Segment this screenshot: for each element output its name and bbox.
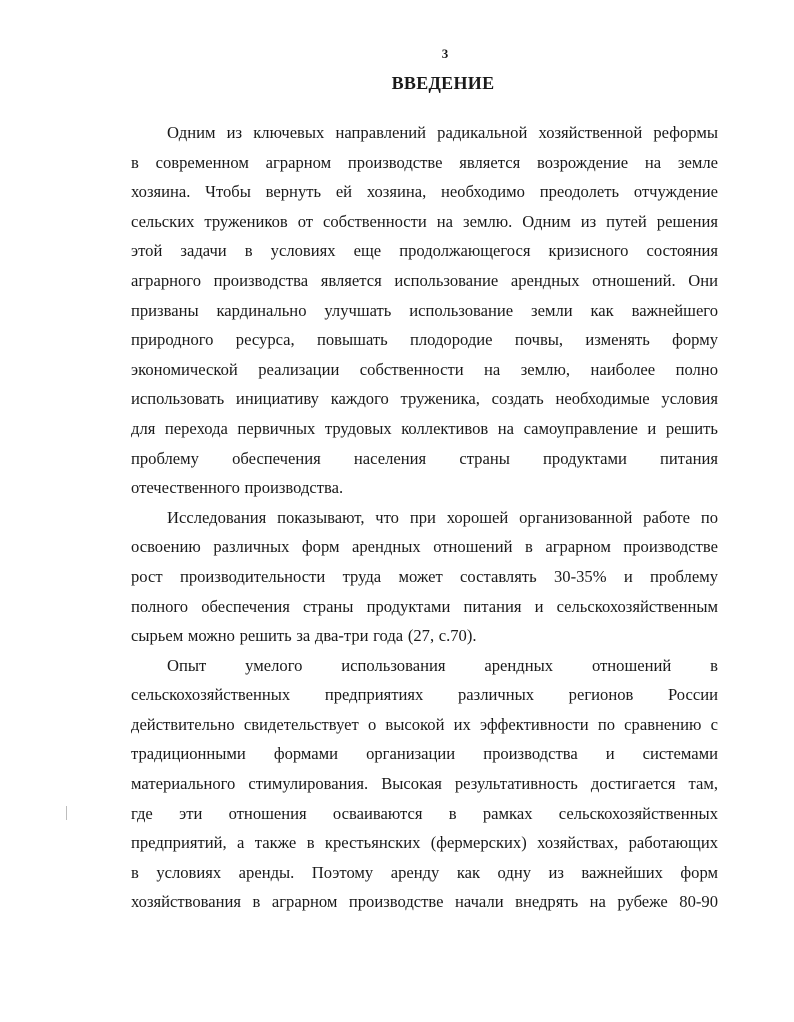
text-line: отечественного производства. — [131, 478, 344, 498]
text-line: материального стимулирования. Высокая результативность достигается там, — [131, 774, 718, 794]
text-line: призваны кардинально улучшать использование земли как важнейшего — [131, 300, 718, 320]
text-line: сельскохозяйственных предприятиях различных регионов России — [131, 685, 718, 705]
body-text — [131, 118, 718, 917]
text-line: Опыт умелого использования арендных отношений в — [167, 655, 718, 675]
margin-mark — [66, 806, 67, 820]
text-line: Исследования показывают, что при хорошей организованной работе по — [167, 507, 718, 527]
text-line: в условиях аренды. Поэтому аренду как одну из важнейших форм — [131, 862, 718, 882]
text-line: рост производительности труда может составлять 30-35% и проблему — [131, 566, 718, 586]
text-line: аграрного производства является использование арендных отношений. Они — [131, 270, 718, 290]
text-line: хозяина. Чтобы вернуть ей хозяина, необходимо преодолеть отчуждение — [131, 182, 718, 202]
text-line: традиционными формами организации производства и системами — [131, 744, 718, 764]
page-number: 3 — [441, 46, 449, 61]
text-line: полного обеспечения страны продуктами питания и сельскохозяйственным — [131, 596, 718, 616]
text-line: для перехода первичных трудовых коллективов на самоуправление и решить — [131, 418, 718, 438]
text-line: освоению различных форм арендных отношений в аграрном производстве — [131, 537, 718, 557]
text-line: сырьем можно решить за два-три года (27, с.70). — [131, 626, 477, 646]
text-line: природного ресурса, повышать плодородие почвы, изменять форму — [131, 330, 718, 350]
text-line: Одним из ключевых направлений радикальной хозяйственной реформы — [167, 123, 718, 142]
paragraph-1 — [131, 118, 718, 503]
page-title: ВВЕДЕНИЕ — [391, 73, 495, 93]
text-line: действительно свидетельствует о высокой их эффективности по сравнению с — [131, 714, 718, 734]
text-line: проблему обеспечения населения страны продуктами питания — [131, 448, 718, 468]
text-line: сельских тружеников от собственности на землю. Одним из путей решения — [131, 211, 718, 231]
paragraph-3 — [131, 651, 718, 917]
text-line: использовать инициативу каждого труженика, создать необходимые условия — [131, 389, 718, 409]
text-line: экономической реализации собственности на землю, наиболее полно — [131, 359, 718, 379]
text-line: хозяйствования в аграрном производстве начали внедрять на рубеже 80-90 — [131, 892, 718, 912]
text-line: где эти отношения осваиваются в рамках сельскохозяйственных — [131, 803, 718, 823]
paragraph-2 — [131, 503, 718, 651]
text-line: предприятий, а также в крестьянских (фермерских) хозяйствах, работающих — [131, 833, 718, 853]
text-line: в современном аграрном производстве является возрождение на земле — [131, 152, 718, 172]
text-line: этой задачи в условиях еще продолжающегося кризисного состояния — [131, 241, 718, 261]
